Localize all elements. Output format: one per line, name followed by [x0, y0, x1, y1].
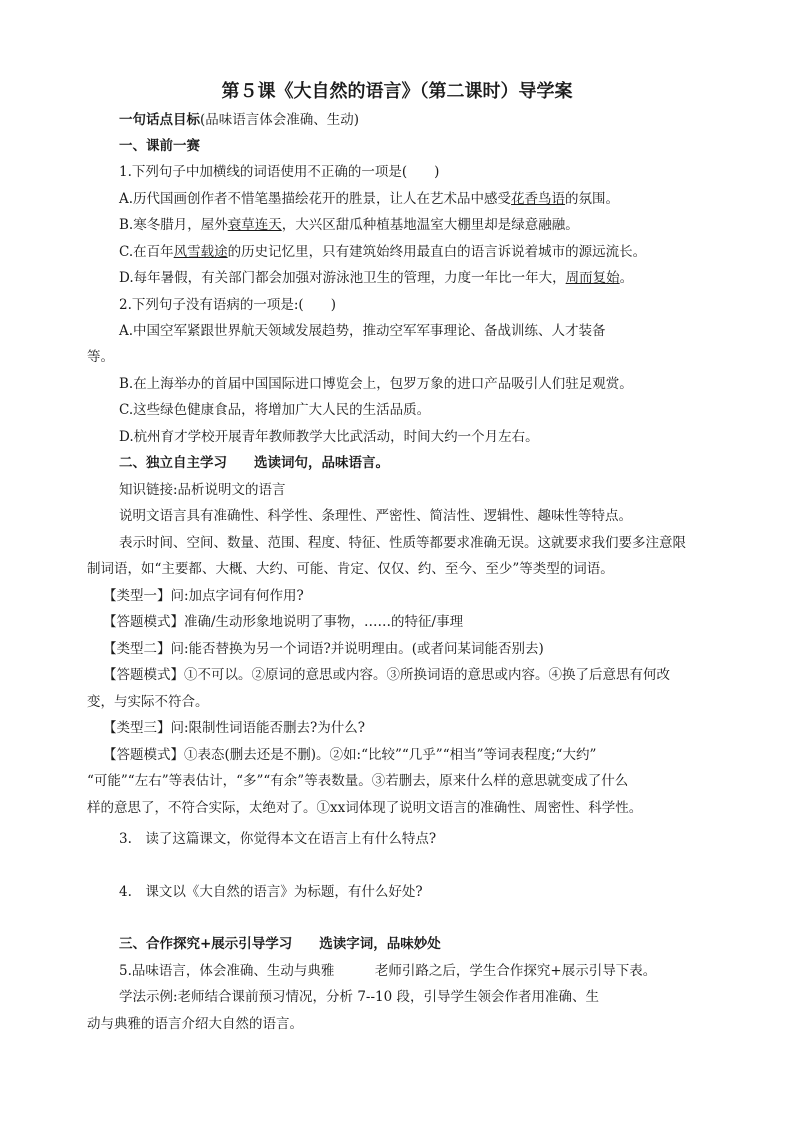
paragraph-accuracy-cont: 制词语，如“主要都、大概、大约、可能、肯定、仅仅、约、至今、至少”等类型的词语。	[87, 561, 614, 577]
section-3-heading: 三、合作探究+展示引导学习 选读字词，品味妙处	[119, 936, 441, 952]
question-5: 5.品味语言，体会准确、生动与典雅 老师引路之后，学生合作探究+展示引导下表。	[119, 963, 657, 979]
option-text: 。	[619, 270, 634, 286]
option-text: 的氛围。	[565, 191, 620, 207]
goal-label: 一句话点目标	[119, 112, 200, 128]
answer-mode-3-cont-2: 样的意思了，不符合实际，太绝对了。①xx词体现了说明文语言的准确性、周密性、科学性。	[87, 800, 643, 816]
method-example-cont: 动与典雅的语言介绍大自然的语言。	[87, 1016, 303, 1032]
section-1-heading: 一、课前一赛	[119, 138, 200, 154]
goal-text: (品味语言体会准确、生动)	[200, 112, 360, 128]
option-text: ，大兴区甜瓜种植基地温室大棚里却是绿意融融。	[281, 217, 579, 233]
answer-mode-3: 【答题模式】①表态(删去还是不删)。②如:“比较”“几乎”“相当”等词表程度;“大约”	[103, 747, 597, 763]
knowledge-link: 知识链接:品析说明文的语言	[119, 482, 286, 498]
option-text: C.在百年	[119, 244, 174, 260]
answer-mode-3-cont-1: “可能”“左右”等表估计，“多”“有余”等表数量。③若删去，原来什么样的意思就变成了什么	[87, 773, 629, 789]
method-example: 学法示例:老师结合课前预习情况，分析 7--10 段，引导学生领会作者用准确、生	[119, 989, 600, 1005]
paragraph-features: 说明文语言具有准确性、科学性、条理性、严密性、简洁性、逻辑性、趣味性等特点。	[119, 508, 632, 524]
underlined-word: 花香鸟语	[511, 191, 566, 207]
answer-mode-1: 【答题模式】准确/生动形象地说明了事物，……的特征/事理	[103, 614, 464, 630]
question-4: 4. 课文以《大自然的语言》为标题，有什么好处?	[119, 884, 423, 900]
question-1-option-c	[119, 242, 646, 262]
section-2-heading: 二、独立自主学习 选读词句，品味语言。	[119, 455, 389, 471]
type-1: 【类型一】问:加点字词有何作用?	[103, 588, 304, 604]
question-2-option-c: C.这些绿色健康食品，将增加广大人民的生活品质。	[119, 402, 431, 418]
type-3: 【类型三】问:限制性词语能否删去?为什么?	[103, 720, 366, 736]
question-2-stem: 2.下列句子没有语病的一项是:( )	[119, 297, 336, 313]
question-1-option-b	[119, 215, 579, 235]
question-2-option-a: A.中国空军紧跟世界航天领域发展趋势，推动空军军事理论、备战训练、人才装备	[119, 323, 606, 339]
paragraph-accuracy: 表示时间、空间、数量、范围、程度、特征、性质等都要求准确无误。这就要求我们要多注意限	[119, 535, 686, 551]
answer-mode-2: 【答题模式】①不可以。②原词的意思或内容。③所换词语的意思或内容。④换了后意思有何改	[103, 667, 670, 683]
underlined-word: 衰草连天	[227, 217, 282, 233]
question-1-stem: 1.下列句子中加横线的词语使用不正确的一项是( )	[119, 164, 440, 180]
question-1-option-d	[119, 268, 633, 288]
option-text: B.寒冬腊月，屋外	[119, 217, 228, 233]
answer-mode-2-cont: 变，与实际不符合。	[87, 694, 209, 710]
goal-line	[119, 110, 359, 130]
underlined-word: 风雪载途	[173, 244, 228, 260]
option-text: A.历代国画创作者不惜笔墨描绘花开的胜景，让人在艺术品中感受	[119, 191, 512, 207]
question-1-option-a	[119, 189, 619, 209]
question-2-option-d: D.杭州育才学校开展青年教师教学大比武活动，时间大约一个月左右。	[119, 429, 539, 445]
page-title: 第５课《大自然的语言》（第二课时）导学案	[221, 81, 573, 102]
option-text: D.每年暑假，有关部门都会加强对游泳池卫生的管理，力度一年比一年大，	[119, 270, 566, 286]
type-2: 【类型二】问:能否替换为另一个词语?并说明理由。(或者问某词能否别去)	[103, 641, 544, 657]
question-2-option-b: B.在上海举办的首届中国国际进口博览会上，包罗万象的进口产品吸引人们驻足观赏。	[119, 376, 633, 392]
question-3: 3. 读了这篇课文，你觉得本文在语言上有什么特点?	[119, 831, 437, 847]
underlined-word: 周而复始	[565, 270, 620, 286]
option-text: 的历史记忆里，只有建筑始终用最直白的语言诉说着城市的源远流长。	[227, 244, 647, 260]
question-2-option-a-cont: 等。	[87, 349, 114, 365]
